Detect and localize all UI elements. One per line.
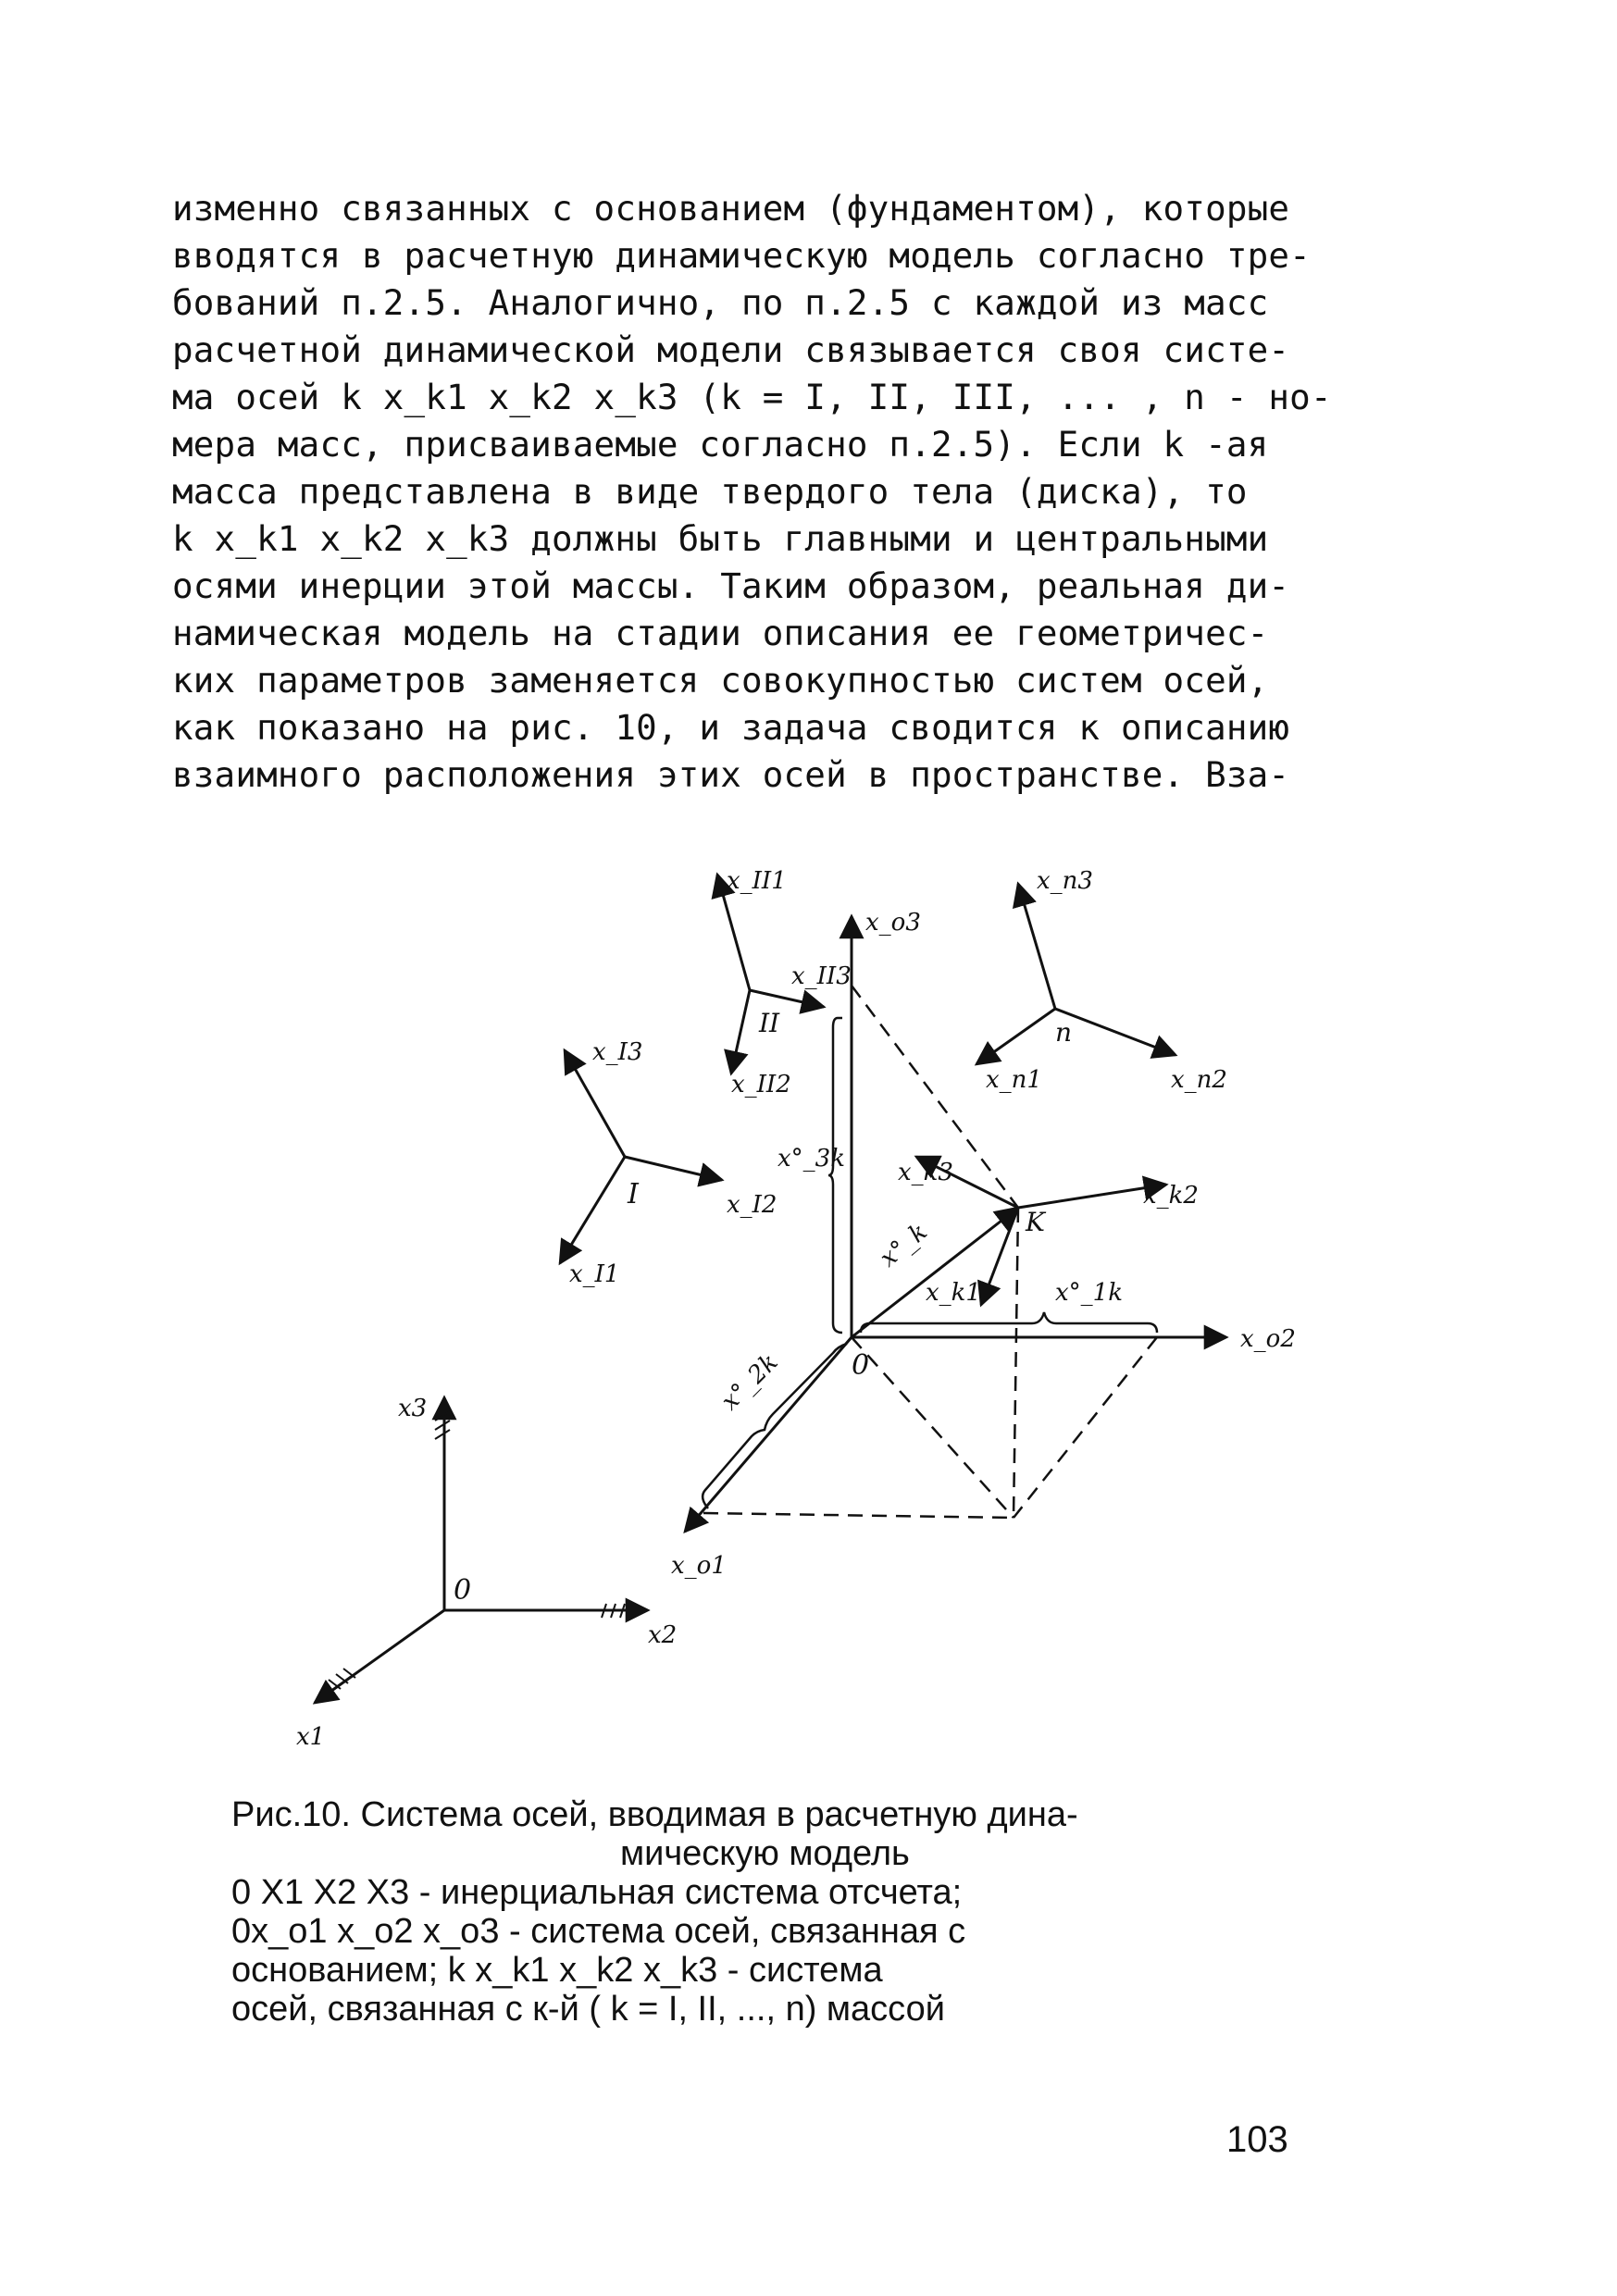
text-line: изменно связанных с основанием (фундаментом), которые [172, 188, 1290, 229]
label-x0-3k: x°_3k [777, 1145, 845, 1173]
label-x-II1: x_II1 [727, 867, 787, 895]
label-point-k: K [1026, 1207, 1045, 1237]
label-x-n2: x_n2 [1171, 1066, 1227, 1094]
mass-n-axes [976, 884, 1175, 1064]
body-paragraph [172, 185, 1412, 799]
projection-dashes [703, 986, 1157, 1518]
label-x0-k: x°_k [875, 1218, 933, 1273]
label-x-I3: x_I3 [592, 1038, 643, 1066]
caption-legend-line: основанием; k x_k1 x_k2 x_k3 - система [231, 1951, 883, 1990]
axes-system-figure [0, 833, 1617, 1758]
text-line: осями инерции этой массы. Таким образом, реальная ди- [172, 565, 1290, 606]
label-x-k1: x_k1 [926, 1279, 981, 1307]
label-origin-base: 0 [852, 1349, 870, 1382]
text-line: как показано на рис. 10, и задача сводится к описанию [172, 707, 1290, 748]
caption-title: Рис.10. Система осей, вводимая в расчетную дина- [231, 1795, 1078, 1834]
label-x3: x3 [398, 1395, 428, 1422]
text-line: бований п.2.5. Аналогично, по п.2.5 с каждой из масс [172, 282, 1269, 323]
label-x-I1: x_I1 [569, 1260, 620, 1288]
label-x-II3: x_II3 [791, 962, 852, 990]
text-line: расчетной динамической модели связывается своя систе- [172, 329, 1290, 370]
label-mass-II: II [759, 1008, 780, 1038]
label-x2: x2 [648, 1621, 678, 1649]
label-x-II2: x_II2 [731, 1071, 791, 1098]
label-x-k2: x_k2 [1143, 1182, 1199, 1210]
label-x-o1: x_o1 [671, 1552, 727, 1580]
caption-legend-line: 0x_o1 x_o2 x_o3 - система осей, связанная с [231, 1912, 966, 1951]
label-origin-inertial: 0 [454, 1574, 472, 1607]
page-number: 103 [1226, 2119, 1288, 2160]
label-x1: x1 [296, 1723, 326, 1751]
text-line: взаимного расположения этих осей в пространстве. Вза- [172, 754, 1290, 795]
label-mass-I: I [628, 1178, 639, 1210]
text-line: масса представлена в виде твердого тела (диска), то [172, 471, 1248, 512]
label-x-o3: x_o3 [865, 909, 921, 937]
caption-title-continued: мическую модель [620, 1834, 910, 1873]
label-x-n1: x_n1 [986, 1066, 1042, 1094]
text-line: мера масс, присваиваемые согласно п.2.5). Если k -ая [172, 424, 1269, 465]
label-x-I2: x_I2 [727, 1191, 777, 1219]
mass-I-axes [560, 1050, 722, 1263]
label-x0-1k: x°_1k [1055, 1279, 1123, 1307]
label-x0-2k: x°_2k [715, 1348, 784, 1416]
inertial-axes [315, 1397, 648, 1703]
caption-legend-line: 0 X1 X2 X3 - инерциальная система отсчета; [231, 1873, 963, 1912]
text-line: ма осей k x_k1 x_k2 x_k3 (k = I, II, III, ... , n - но- [172, 377, 1332, 417]
text-line: намическая модель на стадии описания ее геометричес- [172, 613, 1269, 653]
label-x-o2: x_o2 [1240, 1325, 1296, 1353]
label-x-n3: x_n3 [1037, 867, 1093, 895]
label-mass-n: n [1055, 1017, 1073, 1048]
text-line: ких параметров заменяется совокупностью систем осей, [172, 660, 1269, 701]
text-line: k x_k1 x_k2 x_k3 должны быть главными и центральными [172, 518, 1269, 559]
label-x-k3: x_k3 [898, 1159, 953, 1186]
text-line: вводятся в расчетную динамическую модель согласно тре- [172, 235, 1311, 276]
figure-caption [231, 1795, 1379, 2029]
caption-legend-line: осей, связанная с к-й ( k = I, II, ..., n) массой [231, 1990, 945, 2029]
